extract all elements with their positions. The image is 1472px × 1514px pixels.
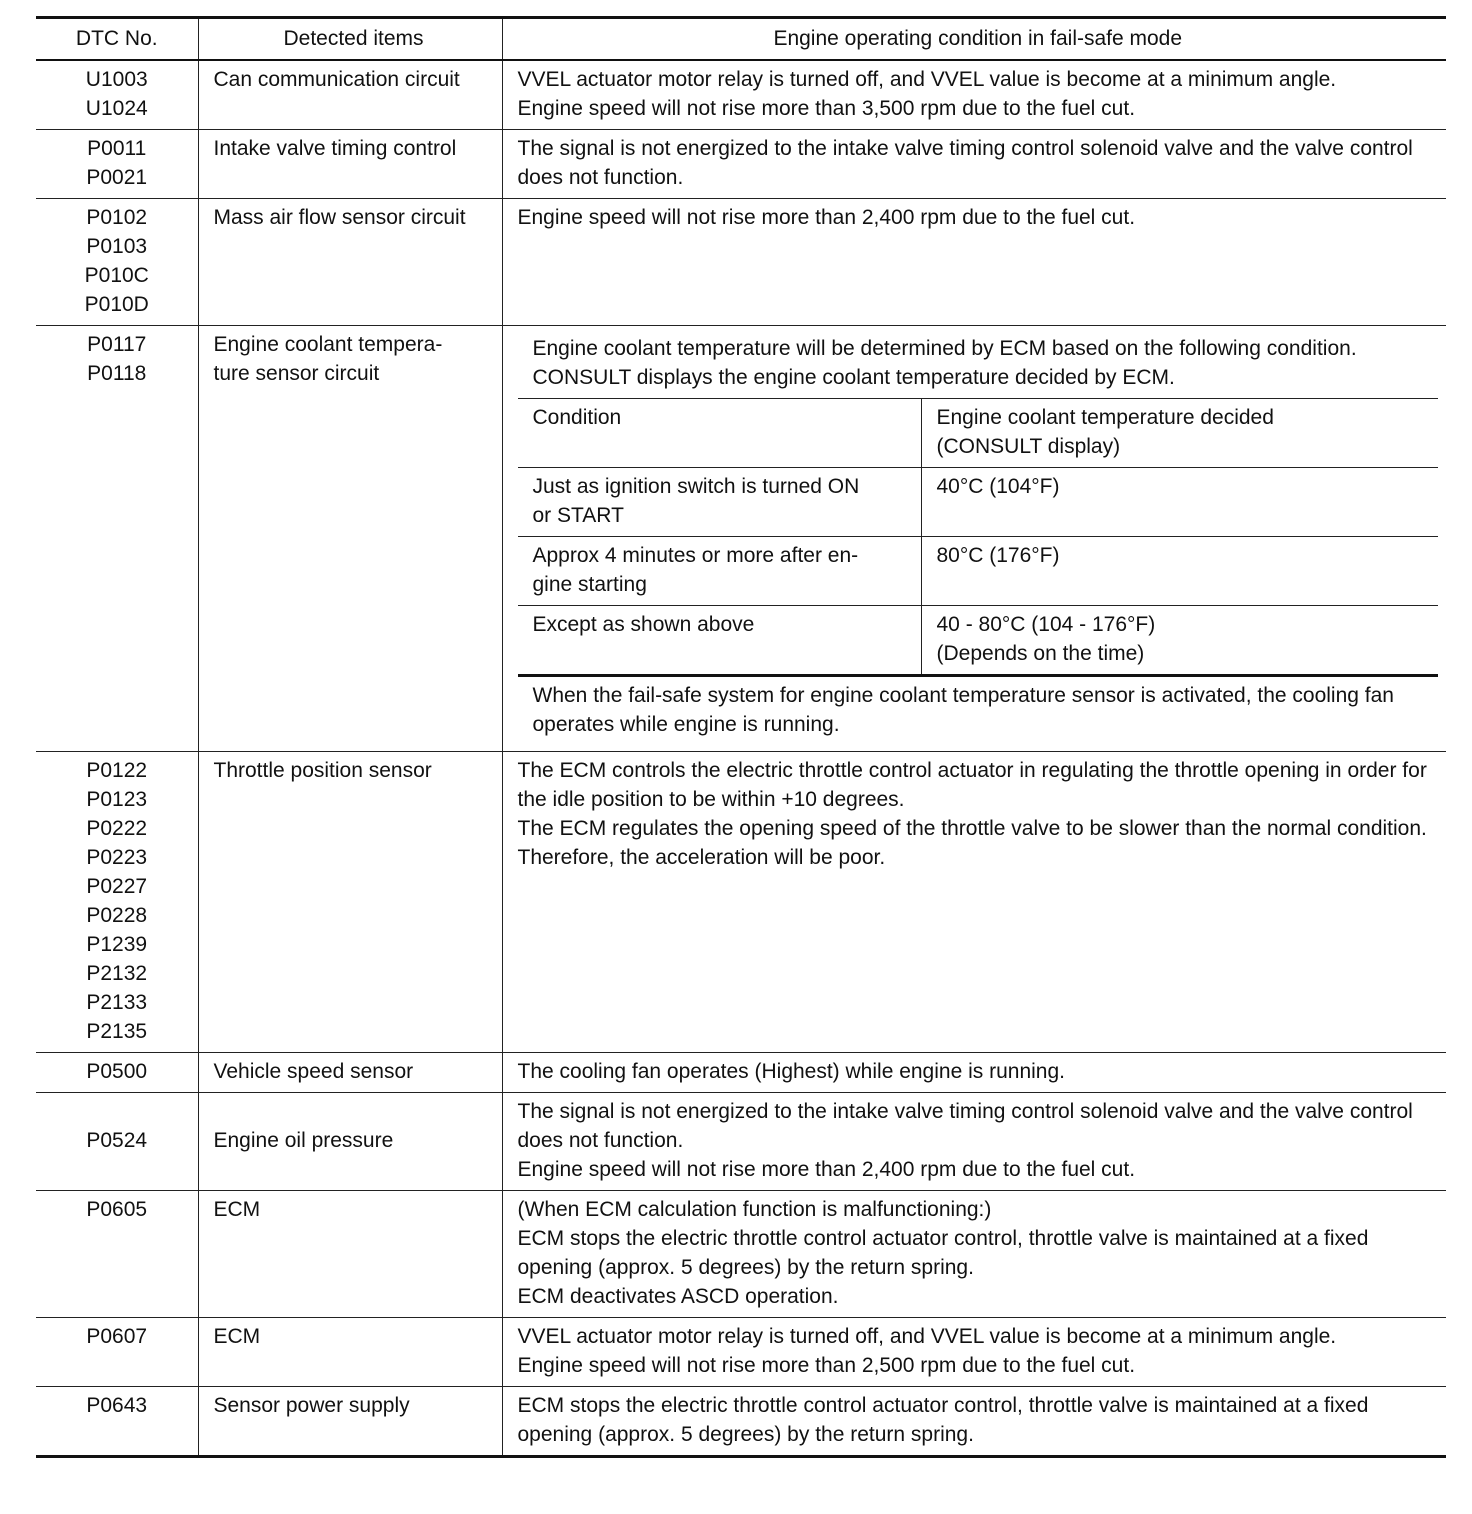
dtc-code: P010C	[84, 264, 149, 287]
dtc-code: P0605	[86, 1198, 148, 1221]
header-dtc-no: DTC No.	[36, 18, 198, 61]
condition-text: When the fail-safe system for engine coolant temperature sensor is activated, the cooling fan operates while engine is running.	[532, 684, 1394, 736]
detected-item-text: ture sensor circuit	[213, 362, 380, 385]
condition-text: CONSULT displays the engine coolant temperature decided by ECM.	[532, 366, 1175, 389]
table-row	[36, 1318, 1446, 1387]
subtable-header-row	[518, 399, 1439, 468]
coolant-temperature-subtable	[518, 398, 1439, 677]
subtable-condition-cell	[518, 537, 922, 606]
dtc-code: P0102	[86, 206, 148, 229]
condition-cell	[502, 130, 1446, 199]
detected-item-text: ECM	[213, 1325, 261, 1348]
subtable-condition-cell	[518, 468, 922, 537]
subtable-temperature-text: 80°C (176°F)	[936, 544, 1060, 567]
condition-text: (When ECM calculation function is malfunctioning:)	[517, 1198, 992, 1221]
table-row	[36, 752, 1446, 1053]
condition-cell	[502, 60, 1446, 130]
dtc-code: P1239	[86, 933, 148, 956]
dtc-code: P010D	[84, 293, 149, 316]
table-row	[36, 130, 1446, 199]
dtc-code-cell	[36, 1191, 198, 1318]
dtc-code: P2133	[86, 991, 148, 1014]
dtc-code-cell	[36, 1387, 198, 1457]
subtable-header-temperature	[921, 399, 1438, 468]
subtable-condition-text: gine starting	[532, 573, 647, 596]
condition-text: The cooling fan operates (Highest) while engine is running.	[517, 1060, 1065, 1083]
dtc-code: P0643	[86, 1394, 148, 1417]
condition-text: ECM deactivates ASCD operation.	[517, 1285, 839, 1308]
detected-item-text: Intake valve timing control	[213, 137, 457, 160]
subtable-row	[518, 606, 1439, 676]
detected-item-text: Engine coolant tempera-	[213, 333, 443, 356]
header-engine-condition: Engine operating condition in fail-safe mode	[502, 18, 1446, 61]
table-body	[36, 60, 1446, 1457]
subtable-condition-text: Just as ignition switch is turned ON	[532, 475, 860, 498]
detected-item-text: Engine oil pressure	[213, 1129, 394, 1152]
subtable-condition-cell	[518, 606, 922, 676]
dtc-code: P0117	[87, 333, 147, 356]
condition-cell	[502, 752, 1446, 1053]
subtable-header-condition: Condition	[518, 399, 922, 468]
table-row	[36, 1191, 1446, 1318]
condition-cell	[502, 1191, 1446, 1318]
dtc-code: P0607	[86, 1325, 148, 1348]
subtable-temperature-cell	[921, 606, 1438, 676]
condition-text: Engine speed will not rise more than 3,500 rpm due to the fuel cut.	[517, 97, 1136, 120]
dtc-code: P0103	[86, 235, 148, 258]
subtable-temperature-cell	[921, 468, 1438, 537]
dtc-code-cell	[36, 326, 198, 752]
condition-text: Engine coolant temperature will be determined by ECM based on the following condition.	[532, 337, 1357, 360]
condition-cell	[502, 1387, 1446, 1457]
dtc-code-cell	[36, 1318, 198, 1387]
dtc-code-cell	[36, 1053, 198, 1093]
condition-outro	[518, 677, 1439, 745]
dtc-code: P0123	[86, 788, 148, 811]
detected-item-text: Mass air flow sensor circuit	[213, 206, 466, 229]
subtable-condition-text: Approx 4 minutes or more after en-	[532, 544, 859, 567]
dtc-code: P0122	[86, 759, 148, 782]
detected-item-cell	[198, 1191, 502, 1318]
condition-text: Engine speed will not rise more than 2,400 rpm due to the fuel cut.	[517, 206, 1136, 229]
condition-text: ECM stops the electric throttle control actuator control, throttle valve is maintained at a fixed opening (approx. 5 degrees) by the return spring.	[517, 1394, 1369, 1446]
dtc-code: P0118	[87, 362, 147, 385]
detected-item-cell	[198, 1093, 502, 1191]
dtc-code: P0227	[86, 875, 148, 898]
fail-safe-table	[36, 16, 1446, 1458]
subtable-condition-text: or START	[532, 504, 624, 527]
subtable-row	[518, 468, 1439, 537]
dtc-code: P0228	[86, 904, 148, 927]
dtc-code: P0011	[87, 137, 147, 160]
condition-text: The signal is not energized to the intake valve timing control solenoid valve and the valve control does not function.	[517, 1100, 1413, 1152]
table-row	[36, 326, 1446, 752]
detected-item-text: ECM	[213, 1198, 261, 1221]
detected-item-cell	[198, 752, 502, 1053]
subtable-row	[518, 537, 1439, 606]
condition-text: The ECM controls the electric throttle control actuator in regulating the throttle opening in order for the idle position to be within +10 degrees.	[517, 759, 1427, 811]
dtc-code-cell	[36, 130, 198, 199]
condition-text: VVEL actuator motor relay is turned off, and VVEL value is become at a minimum angle.	[517, 1325, 1337, 1348]
subtable-temperature-cell	[921, 537, 1438, 606]
condition-intro	[518, 330, 1439, 398]
detected-item-cell	[198, 1387, 502, 1457]
dtc-code-cell	[36, 1093, 198, 1191]
condition-cell	[502, 1318, 1446, 1387]
detected-item-cell	[198, 1318, 502, 1387]
condition-text: VVEL actuator motor relay is turned off, and VVEL value is become at a minimum angle.	[517, 68, 1337, 91]
condition-text: Engine speed will not rise more than 2,500 rpm due to the fuel cut.	[517, 1354, 1136, 1377]
condition-cell	[502, 1053, 1446, 1093]
subtable-temperature-text: 40 - 80°C (104 - 176°F)	[936, 613, 1156, 636]
condition-cell	[502, 199, 1446, 326]
dtc-code: P0500	[86, 1060, 148, 1083]
dtc-code: P2132	[86, 962, 148, 985]
condition-text: Engine speed will not rise more than 2,400 rpm due to the fuel cut.	[517, 1158, 1136, 1181]
dtc-code: U1003	[85, 68, 148, 91]
dtc-code: P0524	[86, 1129, 148, 1152]
table-header-row	[36, 18, 1446, 61]
dtc-code-cell	[36, 60, 198, 130]
table-row	[36, 1093, 1446, 1191]
detected-item-text: Can communication circuit	[213, 68, 460, 91]
table-row	[36, 1053, 1446, 1093]
table-row	[36, 60, 1446, 130]
condition-text: Therefore, the acceleration will be poor.	[517, 846, 886, 869]
dtc-code-cell	[36, 199, 198, 326]
dtc-code: P2135	[86, 1020, 148, 1043]
subtable-header-text: (CONSULT display)	[936, 435, 1121, 458]
dtc-code: P0021	[86, 166, 148, 189]
condition-text: The ECM regulates the opening speed of the throttle valve to be slower than the normal condition.	[517, 817, 1427, 840]
header-detected-items: Detected items	[198, 18, 502, 61]
condition-text: The signal is not energized to the intake valve timing control solenoid valve and the valve control does not function.	[517, 137, 1413, 189]
dtc-code: P0223	[86, 846, 148, 869]
dtc-code-cell	[36, 752, 198, 1053]
condition-text: ECM stops the electric throttle control actuator control, throttle valve is maintained at a fixed opening (approx. 5 degrees) by the return spring.	[517, 1227, 1369, 1279]
dtc-code: U1024	[85, 97, 148, 120]
condition-cell	[502, 326, 1446, 752]
table-row	[36, 199, 1446, 326]
detected-item-cell	[198, 326, 502, 752]
subtable-condition-text: Except as shown above	[532, 613, 755, 636]
dtc-code: P0222	[86, 817, 148, 840]
table-row	[36, 1387, 1446, 1457]
detected-item-cell	[198, 130, 502, 199]
detected-item-cell	[198, 199, 502, 326]
subtable-header-text: Engine coolant temperature decided	[936, 406, 1274, 429]
detected-item-cell	[198, 1053, 502, 1093]
subtable-temperature-text: (Depends on the time)	[936, 642, 1145, 665]
subtable-temperature-text: 40°C (104°F)	[936, 475, 1060, 498]
condition-cell	[502, 1093, 1446, 1191]
detected-item-text: Throttle position sensor	[213, 759, 432, 782]
detected-item-cell	[198, 60, 502, 130]
detected-item-text: Sensor power supply	[213, 1394, 410, 1417]
detected-item-text: Vehicle speed sensor	[213, 1060, 414, 1083]
